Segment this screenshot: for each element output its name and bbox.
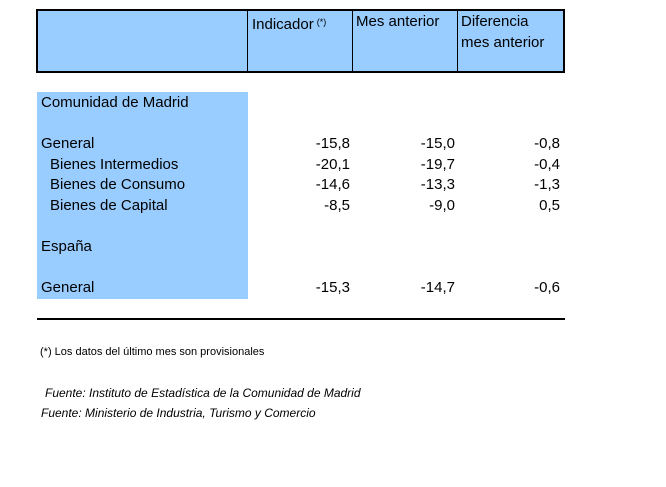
section-title-espana: España <box>41 238 92 255</box>
value-mes-anterior: -13,3 <box>420 176 455 193</box>
table-bottom-rule <box>37 318 565 320</box>
header-diferencia-line2: mes anterior <box>461 34 545 51</box>
provisional-note: (*) Los datos del último mes son provisionales <box>40 346 265 358</box>
header-divider-3 <box>457 9 458 73</box>
value-diferencia: 0,5 <box>539 197 560 214</box>
value-indicador: -14,6 <box>315 176 350 193</box>
header-right-border <box>563 9 565 73</box>
header-indicador <box>252 14 326 35</box>
header-indicador-note: (*) <box>316 17 327 27</box>
value-mes-anterior: -9,0 <box>429 197 455 214</box>
value-mes-anterior: -15,0 <box>420 135 455 152</box>
header-bottom-rule <box>37 71 565 73</box>
value-diferencia: -0,8 <box>534 135 560 152</box>
source-line-2: Fuente: Ministerio de Industria, Turismo y Comercio <box>41 406 316 420</box>
row-label: Bienes de Consumo <box>50 176 186 193</box>
value-indicador: -8,5 <box>324 197 350 214</box>
header-diferencia-line1: Diferencia <box>461 13 529 30</box>
value-indicador: -15,3 <box>315 279 350 296</box>
header-left-border <box>36 9 38 73</box>
row-label: General <box>41 135 95 152</box>
value-indicador: -15,8 <box>315 135 350 152</box>
value-diferencia: -0,6 <box>534 279 560 296</box>
header-mes-anterior: Mes anterior <box>356 13 440 30</box>
header-indicador-label: Indicador <box>252 16 314 33</box>
value-indicador: -20,1 <box>315 156 350 173</box>
row-label: Bienes Intermedios <box>50 156 179 173</box>
source-line-1: Fuente: Instituto de Estadística de la Comunidad de Madrid <box>45 386 361 400</box>
header-divider-2 <box>352 9 353 73</box>
row-label: General <box>41 279 95 296</box>
header-divider-1 <box>247 9 248 73</box>
value-mes-anterior: -19,7 <box>420 156 455 173</box>
value-diferencia: -0,4 <box>534 156 560 173</box>
value-mes-anterior: -14,7 <box>420 279 455 296</box>
row-label: Bienes de Capital <box>50 197 168 214</box>
value-diferencia: -1,3 <box>534 176 560 193</box>
section-title-madrid: Comunidad de Madrid <box>41 94 189 111</box>
